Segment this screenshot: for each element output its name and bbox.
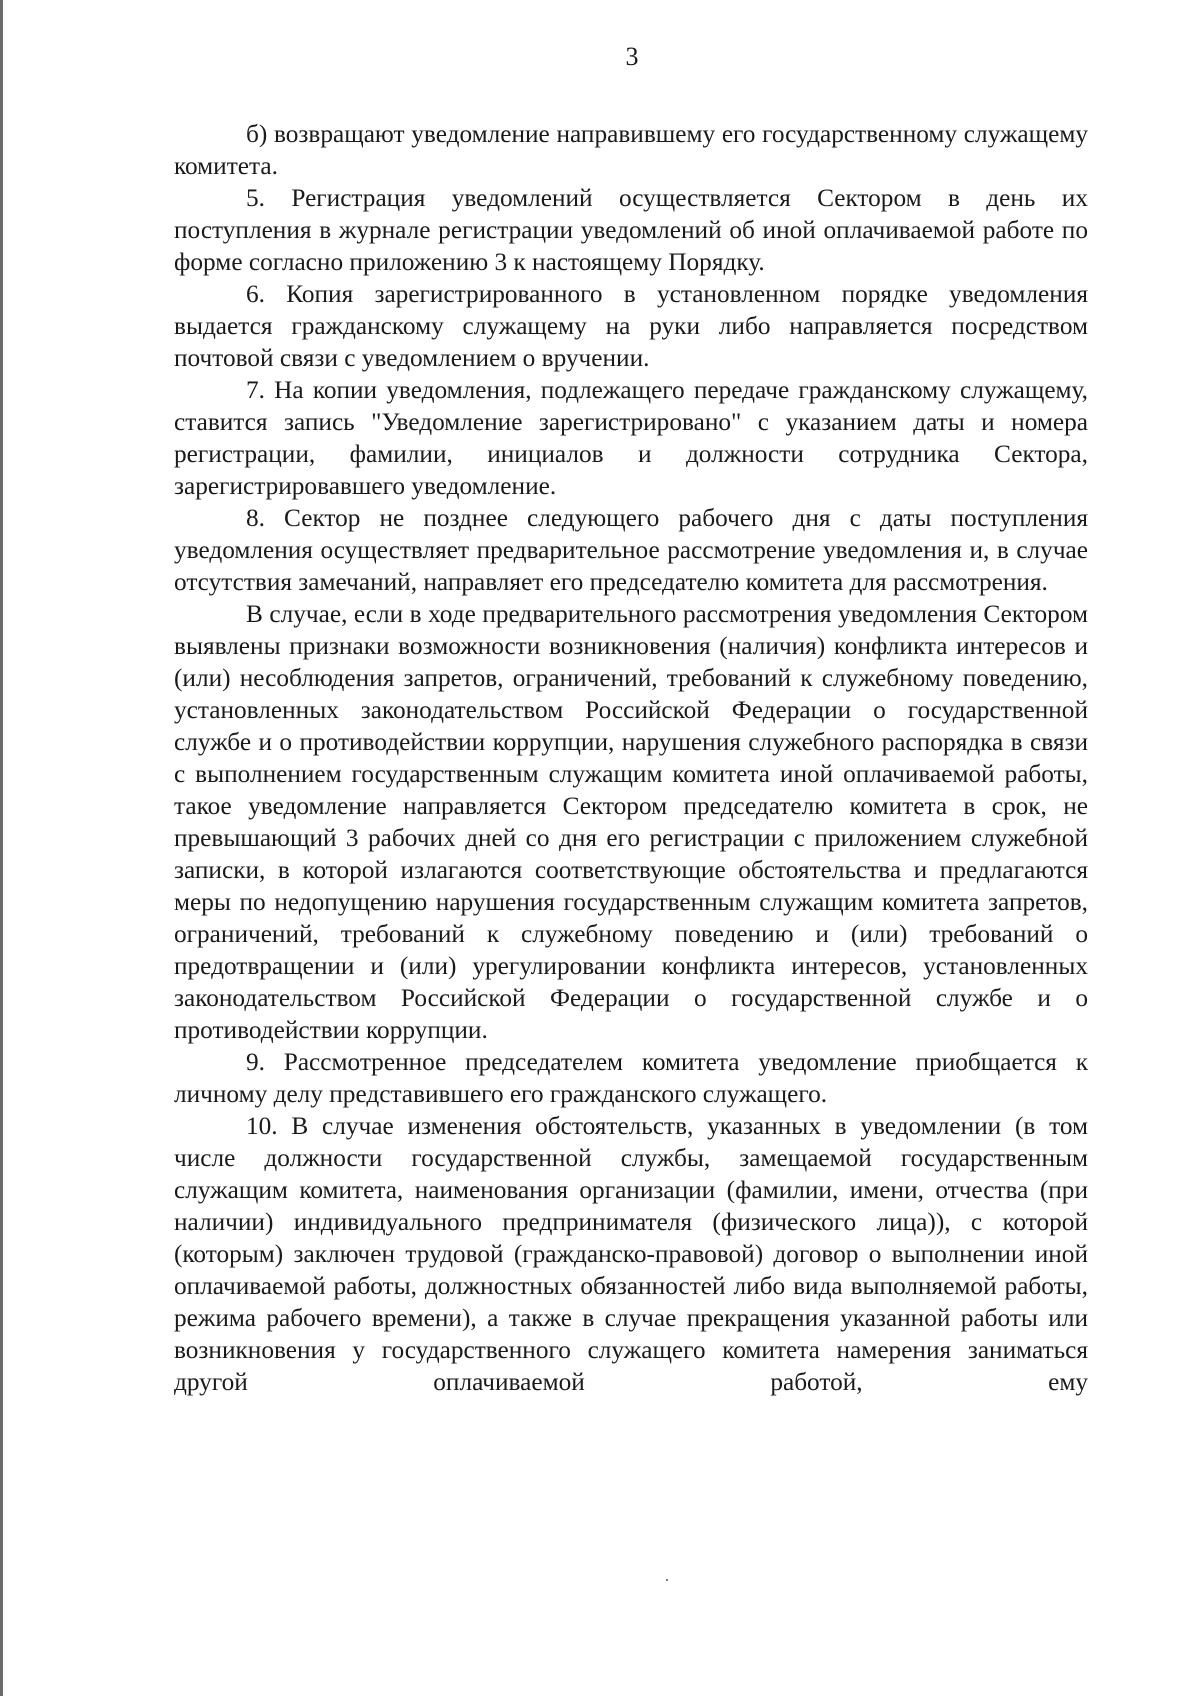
paragraph-9: 9. Рассмотренное председателем комитета уведомление приобщается к личному делу представившего его гражданского служащего. [174,1048,1088,1108]
paragraph-8-continuation: В случае, если в ходе предварительного рассмотрения уведомления Сектором выявлены признаки возможности возникновения (наличия) конфликта интересов и (или) несоблюдения запретов, ограничений, требований к служебному поведению, установленных законодательством Российской Федерации о государственной службе и о противодействии коррупции, нарушения служебного распорядка в связи с выполнением государственным служащим комитета иной оплачиваемой работы, такое уведомление направляется Сектором председателю комитета в срок, не превышающий 3 рабочих дней со дня его регистрации с приложением служебной записки, в которой излагаются соответствующие обстоятельства и предлагаются меры по недопущению нарушения государственным служащим комитета запретов, ограничений, требований к служебному поведению и (или) требований о предотвращении и (или) урегулировании конфликта интересов, установленных законодательством Российской Федерации о государственной службе и о противодействии коррупции. [174,600,1088,1044]
paragraph-10: 10. В случае изменения обстоятельств, указанных в уведомлении (в том числе должности государственной службы, замещаемой государственным служащим комитета, наименования организации (фамилии, имени, отчества (при наличии) индивидуального предпринимателя (физического лица)), с которой (которым) заключен трудовой (гражданско-правовой) договор о выполнении иной оплачиваемой работы, должностных обязанностей либо вида выполняемой работы, режима рабочего времени), а также в случае прекращения указанной работы или возникновения у государственного служащего комитета намерения заниматься другой оплачиваемой работой, ему [174,1112,1088,1396]
paragraph-5: 5. Регистрация уведомлений осуществляется Сектором в день их поступления в журнале регистрации уведомлений об иной оплачиваемой работе по форме согласно приложению 3 к настоящему Порядку. [174,184,1088,276]
paragraph-8: 8. Сектор не позднее следующего рабочего дня с даты поступления уведомления осуществляет предварительное рассмотрение уведомления и, в случае отсутствия замечаний, направляет его председателю комитета для рассмотрения. [174,504,1088,596]
paragraph-7: 7. На копии уведомления, подлежащего передаче гражданскому служащему, ставится запись "Уведомление зарегистрировано" с указанием даты и номера регистрации, фамилии, инициалов и должности сотрудника Сектора, зарегистрировавшего уведомление. [174,376,1088,500]
document-body [174,118,1088,1398]
scan-left-edge [0,0,3,1696]
paragraph-6: 6. Копия зарегистрированного в установленном порядке уведомления выдается гражданскому служащему на руки либо направляется посредством почтовой связи с уведомлением о вручении. [174,280,1088,372]
paragraph-b: б) возвращают уведомление направившему его государственному служащему комитета. [174,120,1088,180]
page-number: 3 [625,42,639,71]
scan-speck [666,1579,668,1581]
